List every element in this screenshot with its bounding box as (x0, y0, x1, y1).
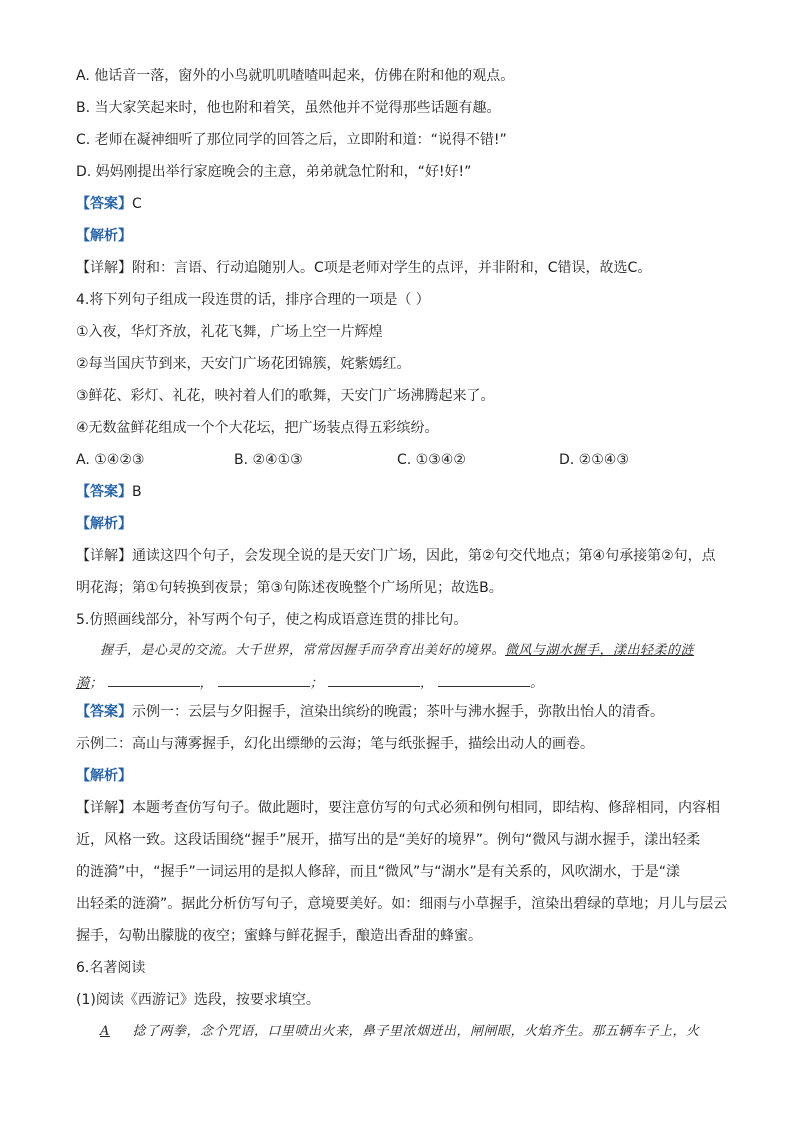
analysis-tag: 【解析】 (76, 768, 132, 784)
separator: ； (309, 676, 324, 691)
q4-sentence-3: ③鲜花、彩灯、礼花，映衬着人们的歌舞，天安门广场沸腾起来了。 (76, 388, 495, 404)
answer-value: B (132, 484, 142, 500)
q5-detail-line-5: 握手，勾勒出朦胧的夜空；蜜蜂与鲜花握手，酿造出香甜的蜂蜜。 (76, 928, 482, 944)
answer-blank-3[interactable] (328, 672, 420, 687)
separator: ， (199, 676, 214, 691)
q5-passage-line-2 (76, 672, 544, 694)
passage-text: 捻了两拳，念个咒语，口里喷出火来，鼻子里浓烟迸出，闸闸眼，火焰齐生。那五辆车子上，火 (132, 1024, 700, 1039)
q4-sentence-2: ②每当国庆节到来，天安门广场花团锦簇，姹紫嫣红。 (76, 356, 411, 372)
q4-sentence-1: ①入夜，华灯齐放，礼花飞舞，广场上空一片辉煌 (76, 324, 383, 340)
detail-text: 本题考查仿写句子。做此题时，要注意仿写的句式必须和例句相同，即结构、修辞相同，内容相 (132, 800, 720, 816)
q4-stem: 4.将下列句子组成一段连贯的话，排序合理的一项是（ ） (76, 292, 430, 308)
answer-tag: 【答案】 (76, 704, 132, 720)
separator: 。 (530, 676, 544, 691)
q3-analysis (76, 226, 132, 246)
q4-sentence-4: ④无数盆鲜花组成一个个大花坛，把广场装点得五彩缤纷。 (76, 420, 439, 436)
q4-option-a: A. ①④②③ (76, 452, 145, 468)
q4-answer (76, 482, 142, 502)
answer-blank-4[interactable] (438, 672, 530, 687)
q4-options (76, 450, 716, 470)
q5-detail-line-1 (76, 798, 720, 818)
q3-answer (76, 194, 142, 214)
answer-tag: 【答案】 (76, 196, 132, 212)
q5-detail-line-4: 出轻柔的涟漪”。据此分析仿写句子，意境要美好。如：细雨与小草握手，渲染出碧绿的草地；月儿与层云 (76, 896, 728, 912)
answer-text: 示例一：云层与夕阳握手，渲染出缤纷的晚霞；茶叶与沸水握手，弥散出怡人的清香。 (132, 704, 664, 720)
q6-sub-question: (1)阅读《西游记》选段，按要求填空。 (76, 992, 320, 1008)
q5-answer-line-2: 示例二：高山与薄雾握手，幻化出缥缈的云海；笔与纸张握手，描绘出动人的画卷。 (76, 736, 594, 752)
q4-detail-line-2: 明花海；第①句转换到夜景；第③句陈述夜晚整个广场所见；故选B。 (76, 580, 503, 596)
detail-tag: 【详解】 (76, 548, 132, 564)
q4-option-b: B. ②④①③ (234, 452, 303, 468)
q5-stem: 5.仿照画线部分，补写两个句子，使之构成语意连贯的排比句。 (76, 612, 468, 628)
answer-value: C (132, 196, 142, 212)
q5-passage-line-1 (100, 641, 694, 661)
separator: ， (419, 676, 434, 691)
q6-passage (100, 1022, 700, 1042)
q6-stem: 6.名著阅读 (76, 960, 146, 976)
detail-text: 附和：言语、行动追随别人。C项是老师对学生的点评，并非附和，C错误，故选C。 (132, 260, 652, 276)
q5-answer-line-1 (76, 702, 664, 722)
q3-option-a: A. 他话音一落，窗外的小鸟就叽叽喳喳叫起来，仿佛在附和他的观点。 (76, 68, 515, 84)
passage-underlined-end: 漪 (76, 676, 90, 691)
analysis-tag: 【解析】 (76, 228, 132, 244)
separator: ； (89, 676, 104, 691)
analysis-tag: 【解析】 (76, 516, 132, 532)
q3-option-b: B. 当大家笑起来时，他也附和着笑，虽然他并不觉得那些话题有趣。 (76, 100, 501, 116)
detail-tag: 【详解】 (76, 260, 132, 276)
q4-option-c: C. ①③④② (397, 452, 466, 468)
q4-detail-line-1 (76, 546, 716, 566)
blank-label: A (100, 1024, 110, 1039)
q3-option-c: C. 老师在凝神细听了那位同学的回答之后，立即附和道：“说得不错!” (76, 132, 507, 148)
detail-tag: 【详解】 (76, 800, 132, 816)
q5-detail-line-3: 的涟漪”中，“握手”一词运用的是拟人修辞，而且“微风”与“湖水”是有关系的，风吹湖水，于是“漾 (76, 864, 681, 880)
answer-blank-2[interactable] (218, 672, 310, 687)
answer-tag: 【答案】 (76, 484, 132, 500)
q4-analysis (76, 514, 132, 534)
q4-option-d: D. ②①④③ (559, 452, 629, 468)
q5-detail-line-2: 近，风格一致。这段话围绕“握手”展开，描写出的是“美好的境界”。例句“微风与湖水握手，漾出轻柔 (76, 832, 701, 848)
q3-detail (76, 258, 651, 278)
passage-plain: 握手，是心灵的交流。大千世界，常常因握手而孕育出美好的境界。 (100, 643, 506, 658)
answer-blank-1[interactable] (108, 672, 200, 687)
detail-text: 通读这四个句子，会发现全说的是天安门广场，因此，第②句交代地点；第④句承接第②句，点 (132, 548, 716, 564)
q3-option-d: D. 妈妈刚提出举行家庭晚会的主意，弟弟就急忙附和，“好!好!” (76, 164, 472, 180)
passage-underlined: 微风与湖水握手，漾出轻柔的涟 (505, 643, 695, 658)
q5-analysis (76, 766, 132, 786)
